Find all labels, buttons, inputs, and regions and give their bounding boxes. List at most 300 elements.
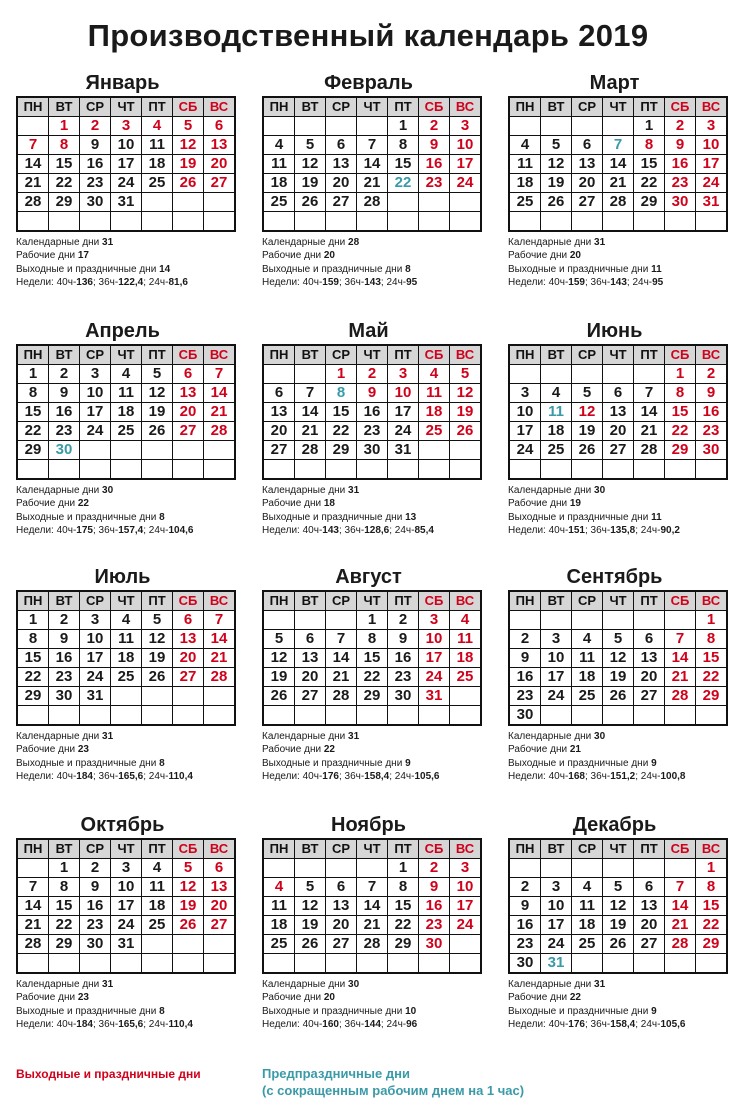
day-cell: 2: [509, 878, 541, 897]
stat-holidays: Выходные и праздничные дни 9: [508, 1005, 657, 1017]
day-cell: 12: [142, 384, 173, 403]
week-row: [509, 460, 727, 480]
week-row: [509, 687, 727, 706]
day-cell: 29: [17, 441, 49, 460]
day-cell: 11: [450, 630, 482, 649]
empty-cell: [111, 441, 142, 460]
day-cell: 12: [603, 897, 634, 916]
weekday-header: ЧТ: [603, 345, 634, 365]
day-cell: 25: [572, 935, 603, 954]
day-cell: 30: [509, 954, 541, 974]
day-cell: 31: [80, 687, 111, 706]
week-row: [263, 174, 481, 193]
weekday-header: СБ: [173, 345, 204, 365]
month-stats: [508, 484, 721, 537]
day-cell: 2: [419, 117, 450, 136]
weekday-header: СБ: [173, 591, 204, 611]
stat-holidays: Выходные и праздничные дни 14: [16, 263, 171, 275]
day-cell: 8: [49, 878, 80, 897]
month-block: [508, 564, 721, 783]
day-cell: 30: [419, 935, 450, 954]
stat-calendar-days: Календарные дни 30: [508, 485, 606, 496]
day-cell: 22: [634, 174, 665, 193]
day-cell: 12: [142, 630, 173, 649]
day-cell: 6: [603, 384, 634, 403]
day-cell: 8: [665, 384, 696, 403]
weekday-header: СР: [326, 345, 357, 365]
day-cell: 25: [263, 193, 295, 212]
empty-cell: [450, 706, 482, 726]
day-cell: 13: [634, 897, 665, 916]
stat-holidays: Выходные и праздничные дни 8: [16, 511, 165, 523]
day-cell: 18: [142, 155, 173, 174]
weekday-header: ВС: [450, 345, 482, 365]
week-row: [509, 403, 727, 422]
weekday-header: ЧТ: [603, 839, 634, 859]
weekday-header: ЧТ: [357, 345, 388, 365]
empty-cell: [572, 706, 603, 726]
week-row: [509, 422, 727, 441]
day-cell: 21: [665, 916, 696, 935]
day-cell: 14: [326, 649, 357, 668]
day-cell: 17: [541, 668, 572, 687]
empty-cell: [173, 193, 204, 212]
day-cell: 1: [17, 611, 49, 630]
week-row: [263, 859, 481, 878]
day-cell: 23: [509, 935, 541, 954]
weekday-header: ПТ: [388, 345, 419, 365]
day-cell: 28: [634, 441, 665, 460]
empty-cell: [357, 706, 388, 726]
day-cell: 3: [541, 630, 572, 649]
day-cell: 1: [326, 365, 357, 384]
weekday-header-row: [263, 97, 481, 117]
day-cell: 28: [665, 687, 696, 706]
day-cell: 13: [326, 155, 357, 174]
day-cell: 19: [142, 403, 173, 422]
week-row: [17, 422, 235, 441]
empty-cell: [80, 954, 111, 974]
month-name: Ноябрь: [331, 814, 406, 836]
day-cell: 19: [295, 174, 326, 193]
empty-cell: [263, 706, 295, 726]
weekday-header: ПН: [509, 591, 541, 611]
day-cell: 5: [142, 611, 173, 630]
weekday-header: ВТ: [541, 839, 572, 859]
month-block: [508, 812, 721, 1031]
empty-cell: [665, 460, 696, 480]
weekday-header: ПН: [263, 345, 295, 365]
week-row: [509, 174, 727, 193]
day-cell: 12: [572, 403, 603, 422]
week-row: [17, 193, 235, 212]
day-cell: 17: [80, 403, 111, 422]
empty-cell: [173, 935, 204, 954]
day-cell: 14: [634, 403, 665, 422]
empty-cell: [263, 365, 295, 384]
day-cell: 21: [17, 174, 49, 193]
day-cell: 25: [142, 174, 173, 193]
stat-calendar-days: Календарные дни 31: [262, 485, 360, 496]
day-cell: 18: [111, 649, 142, 668]
empty-cell: [204, 706, 236, 726]
day-cell: 2: [80, 117, 111, 136]
week-row: [263, 193, 481, 212]
day-cell: 7: [665, 878, 696, 897]
empty-cell: [295, 212, 326, 232]
stat-holidays: Выходные и праздничные дни 8: [16, 757, 165, 769]
day-cell: 24: [80, 422, 111, 441]
stat-holidays: Выходные и праздничные дни 11: [508, 263, 662, 275]
empty-cell: [541, 611, 572, 630]
empty-cell: [509, 365, 541, 384]
weekday-header-row: [263, 345, 481, 365]
day-cell: 11: [541, 403, 572, 422]
stat-weeks: Недели: 40ч-151; 36ч-135,8; 24ч-90,2: [508, 524, 680, 536]
empty-cell: [541, 365, 572, 384]
empty-cell: [509, 117, 541, 136]
stat-working-days: Рабочие дни 21: [508, 744, 581, 756]
weekday-header: ПТ: [388, 839, 419, 859]
day-cell: 30: [665, 193, 696, 212]
day-cell: 5: [173, 117, 204, 136]
day-cell: 11: [419, 384, 450, 403]
weekday-header: СР: [572, 345, 603, 365]
empty-cell: [17, 954, 49, 974]
stat-weeks: Недели: 40ч-176; 36ч-158,4; 24ч-105,6: [262, 770, 440, 782]
stat-calendar-days: Календарные дни 31: [508, 979, 606, 990]
week-row: [509, 212, 727, 232]
day-cell: 20: [204, 897, 236, 916]
month-table: [16, 96, 236, 232]
day-cell: 16: [509, 916, 541, 935]
day-cell: 29: [696, 935, 728, 954]
empty-cell: [450, 954, 482, 974]
stat-working-days: Рабочие дни 22: [508, 992, 581, 1004]
day-cell: 27: [173, 668, 204, 687]
day-cell: 10: [419, 630, 450, 649]
day-cell: 31: [388, 441, 419, 460]
day-cell: 10: [509, 403, 541, 422]
week-row: [263, 155, 481, 174]
empty-cell: [541, 460, 572, 480]
day-cell: 28: [17, 935, 49, 954]
month-table: [262, 96, 482, 232]
weekday-header-row: [509, 97, 727, 117]
day-cell: 29: [357, 687, 388, 706]
day-cell: 7: [665, 630, 696, 649]
day-cell: 18: [572, 916, 603, 935]
day-cell: 17: [111, 897, 142, 916]
weekday-header: ПТ: [388, 591, 419, 611]
empty-cell: [603, 460, 634, 480]
empty-cell: [17, 706, 49, 726]
stat-weeks: Недели: 40ч-160; 36ч-144; 24ч-96: [262, 1018, 418, 1030]
day-cell: 13: [572, 155, 603, 174]
empty-cell: [541, 212, 572, 232]
day-cell: 1: [665, 365, 696, 384]
weekday-header-row: [17, 591, 235, 611]
day-cell: 12: [173, 878, 204, 897]
day-cell: 13: [603, 403, 634, 422]
day-cell: 14: [357, 897, 388, 916]
day-cell: 30: [357, 441, 388, 460]
day-cell: 4: [263, 878, 295, 897]
day-cell: 3: [696, 117, 728, 136]
week-row: [17, 460, 235, 480]
stat-weeks: Недели: 40ч-184; 36ч-165,6; 24ч-110,4: [16, 1018, 193, 1030]
empty-cell: [295, 460, 326, 480]
weekday-header: ПТ: [634, 839, 665, 859]
empty-cell: [665, 706, 696, 726]
empty-cell: [357, 117, 388, 136]
day-cell: 26: [572, 441, 603, 460]
day-cell: 28: [357, 193, 388, 212]
day-cell: 16: [49, 403, 80, 422]
empty-cell: [49, 706, 80, 726]
week-row: [263, 954, 481, 974]
day-cell: 22: [17, 422, 49, 441]
empty-cell: [111, 706, 142, 726]
month-table: [16, 838, 236, 974]
day-cell: 20: [634, 916, 665, 935]
day-cell: 19: [541, 174, 572, 193]
day-cell: 19: [450, 403, 482, 422]
weekday-header: СР: [326, 591, 357, 611]
day-cell: 23: [419, 916, 450, 935]
empty-cell: [634, 954, 665, 974]
empty-cell: [541, 706, 572, 726]
day-cell: 26: [450, 422, 482, 441]
day-cell: 27: [204, 174, 236, 193]
weekday-header: ВТ: [49, 839, 80, 859]
month-block: [262, 564, 475, 783]
day-cell: 26: [295, 935, 326, 954]
empty-cell: [295, 117, 326, 136]
weekday-header: ПН: [263, 591, 295, 611]
day-cell: 3: [80, 365, 111, 384]
week-row: [17, 441, 235, 460]
day-cell: 4: [509, 136, 541, 155]
week-row: [17, 954, 235, 974]
weekday-header: СБ: [419, 97, 450, 117]
weekday-header: ВС: [450, 97, 482, 117]
month-block: [16, 70, 229, 289]
day-cell: 22: [49, 916, 80, 935]
weekday-header: ЧТ: [357, 97, 388, 117]
day-cell: 20: [326, 174, 357, 193]
day-cell: 31: [419, 687, 450, 706]
day-cell: 22: [17, 668, 49, 687]
day-cell: 20: [263, 422, 295, 441]
week-row: [17, 916, 235, 935]
empty-cell: [450, 441, 482, 460]
day-cell: 11: [572, 649, 603, 668]
day-cell: 9: [388, 630, 419, 649]
day-cell: 5: [173, 859, 204, 878]
week-row: [509, 649, 727, 668]
day-cell: 29: [326, 441, 357, 460]
weekday-header: СР: [572, 591, 603, 611]
empty-cell: [603, 212, 634, 232]
day-cell: 21: [357, 174, 388, 193]
month-name: Сентябрь: [566, 566, 663, 588]
day-cell: 11: [509, 155, 541, 174]
stat-working-days: Рабочие дни 22: [262, 744, 335, 756]
weekday-header: ПТ: [142, 345, 173, 365]
empty-cell: [295, 954, 326, 974]
empty-cell: [603, 117, 634, 136]
day-cell: 25: [419, 422, 450, 441]
week-row: [263, 687, 481, 706]
weekday-header: СР: [80, 591, 111, 611]
day-cell: 14: [295, 403, 326, 422]
month-block: [508, 70, 721, 289]
weekday-header: СР: [326, 839, 357, 859]
week-row: [509, 916, 727, 935]
stat-holidays: Выходные и праздничные дни 9: [262, 757, 411, 769]
day-cell: 22: [696, 668, 728, 687]
day-cell: 14: [204, 630, 236, 649]
weekday-header: СР: [326, 97, 357, 117]
weekday-header: ЧТ: [111, 591, 142, 611]
empty-cell: [326, 706, 357, 726]
day-cell: 10: [111, 136, 142, 155]
day-cell: 2: [509, 630, 541, 649]
weekday-header: ВТ: [541, 97, 572, 117]
day-cell: 6: [173, 365, 204, 384]
empty-cell: [541, 859, 572, 878]
weekday-header: ПТ: [142, 97, 173, 117]
week-row: [263, 422, 481, 441]
stat-holidays: Выходные и праздничные дни 8: [16, 1005, 165, 1017]
day-cell: 4: [111, 365, 142, 384]
day-cell: 23: [357, 422, 388, 441]
day-cell: 10: [111, 878, 142, 897]
day-cell: 19: [603, 916, 634, 935]
day-cell: 5: [603, 878, 634, 897]
day-cell: 11: [111, 384, 142, 403]
empty-cell: [357, 954, 388, 974]
day-cell: 30: [509, 706, 541, 726]
empty-cell: [450, 687, 482, 706]
empty-cell: [263, 859, 295, 878]
day-cell: 15: [665, 403, 696, 422]
empty-cell: [49, 212, 80, 232]
week-row: [509, 897, 727, 916]
day-cell: 6: [634, 630, 665, 649]
day-cell: 31: [111, 193, 142, 212]
weekday-header: ПТ: [142, 591, 173, 611]
empty-cell: [634, 706, 665, 726]
empty-cell: [572, 117, 603, 136]
day-cell: 3: [419, 611, 450, 630]
day-cell: 4: [111, 611, 142, 630]
stat-working-days: Рабочие дни 22: [16, 498, 89, 510]
day-cell: 17: [419, 649, 450, 668]
week-row: [263, 212, 481, 232]
day-cell: 22: [665, 422, 696, 441]
stat-calendar-days: Календарные дни 30: [262, 979, 360, 990]
day-cell: 16: [509, 668, 541, 687]
month-name: Август: [335, 566, 402, 588]
day-cell: 21: [204, 403, 236, 422]
week-row: [17, 155, 235, 174]
weekday-header: СБ: [665, 97, 696, 117]
day-cell: 19: [142, 649, 173, 668]
day-cell: 29: [634, 193, 665, 212]
day-cell: 21: [357, 916, 388, 935]
week-row: [17, 117, 235, 136]
empty-cell: [509, 611, 541, 630]
empty-cell: [419, 460, 450, 480]
day-cell: 21: [603, 174, 634, 193]
month-table: [16, 590, 236, 726]
day-cell: 24: [111, 174, 142, 193]
day-cell: 3: [450, 859, 482, 878]
stat-calendar-days: Календарные дни 28: [262, 237, 360, 248]
weekday-header: ВТ: [541, 591, 572, 611]
empty-cell: [419, 441, 450, 460]
empty-cell: [572, 212, 603, 232]
weekday-header-row: [263, 839, 481, 859]
weekday-header: СБ: [419, 591, 450, 611]
day-cell: 23: [80, 174, 111, 193]
stat-weeks: Недели: 40ч-176; 36ч-158,4; 24ч-105,6: [508, 1018, 686, 1030]
day-cell: 10: [80, 384, 111, 403]
weekday-header: СБ: [419, 839, 450, 859]
stat-working-days: Рабочие дни 20: [262, 992, 335, 1004]
day-cell: 26: [173, 174, 204, 193]
day-cell: 16: [419, 155, 450, 174]
empty-cell: [142, 193, 173, 212]
empty-cell: [263, 611, 295, 630]
week-row: [263, 441, 481, 460]
day-cell: 27: [326, 193, 357, 212]
day-cell: 29: [665, 441, 696, 460]
week-row: [263, 935, 481, 954]
day-cell: 15: [634, 155, 665, 174]
day-cell: 7: [295, 384, 326, 403]
month-name: Июнь: [586, 320, 643, 342]
day-cell: 4: [541, 384, 572, 403]
day-cell: 1: [696, 859, 728, 878]
day-cell: 7: [634, 384, 665, 403]
week-row: [17, 212, 235, 232]
weekday-header: ПН: [17, 345, 49, 365]
day-cell: 16: [696, 403, 728, 422]
empty-cell: [326, 859, 357, 878]
week-row: [509, 859, 727, 878]
empty-cell: [696, 706, 728, 726]
day-cell: 4: [450, 611, 482, 630]
empty-cell: [326, 117, 357, 136]
weekday-header: ВТ: [49, 591, 80, 611]
empty-cell: [295, 365, 326, 384]
day-cell: 18: [509, 174, 541, 193]
empty-cell: [263, 954, 295, 974]
empty-cell: [263, 117, 295, 136]
day-cell: 29: [49, 193, 80, 212]
month-block: [262, 812, 475, 1031]
stat-working-days: Рабочие дни 17: [16, 250, 89, 262]
weekday-header: ПТ: [388, 97, 419, 117]
weekday-header: ПН: [509, 345, 541, 365]
day-cell: 2: [419, 859, 450, 878]
week-row: [17, 630, 235, 649]
day-cell: 5: [450, 365, 482, 384]
day-cell: 1: [696, 611, 728, 630]
